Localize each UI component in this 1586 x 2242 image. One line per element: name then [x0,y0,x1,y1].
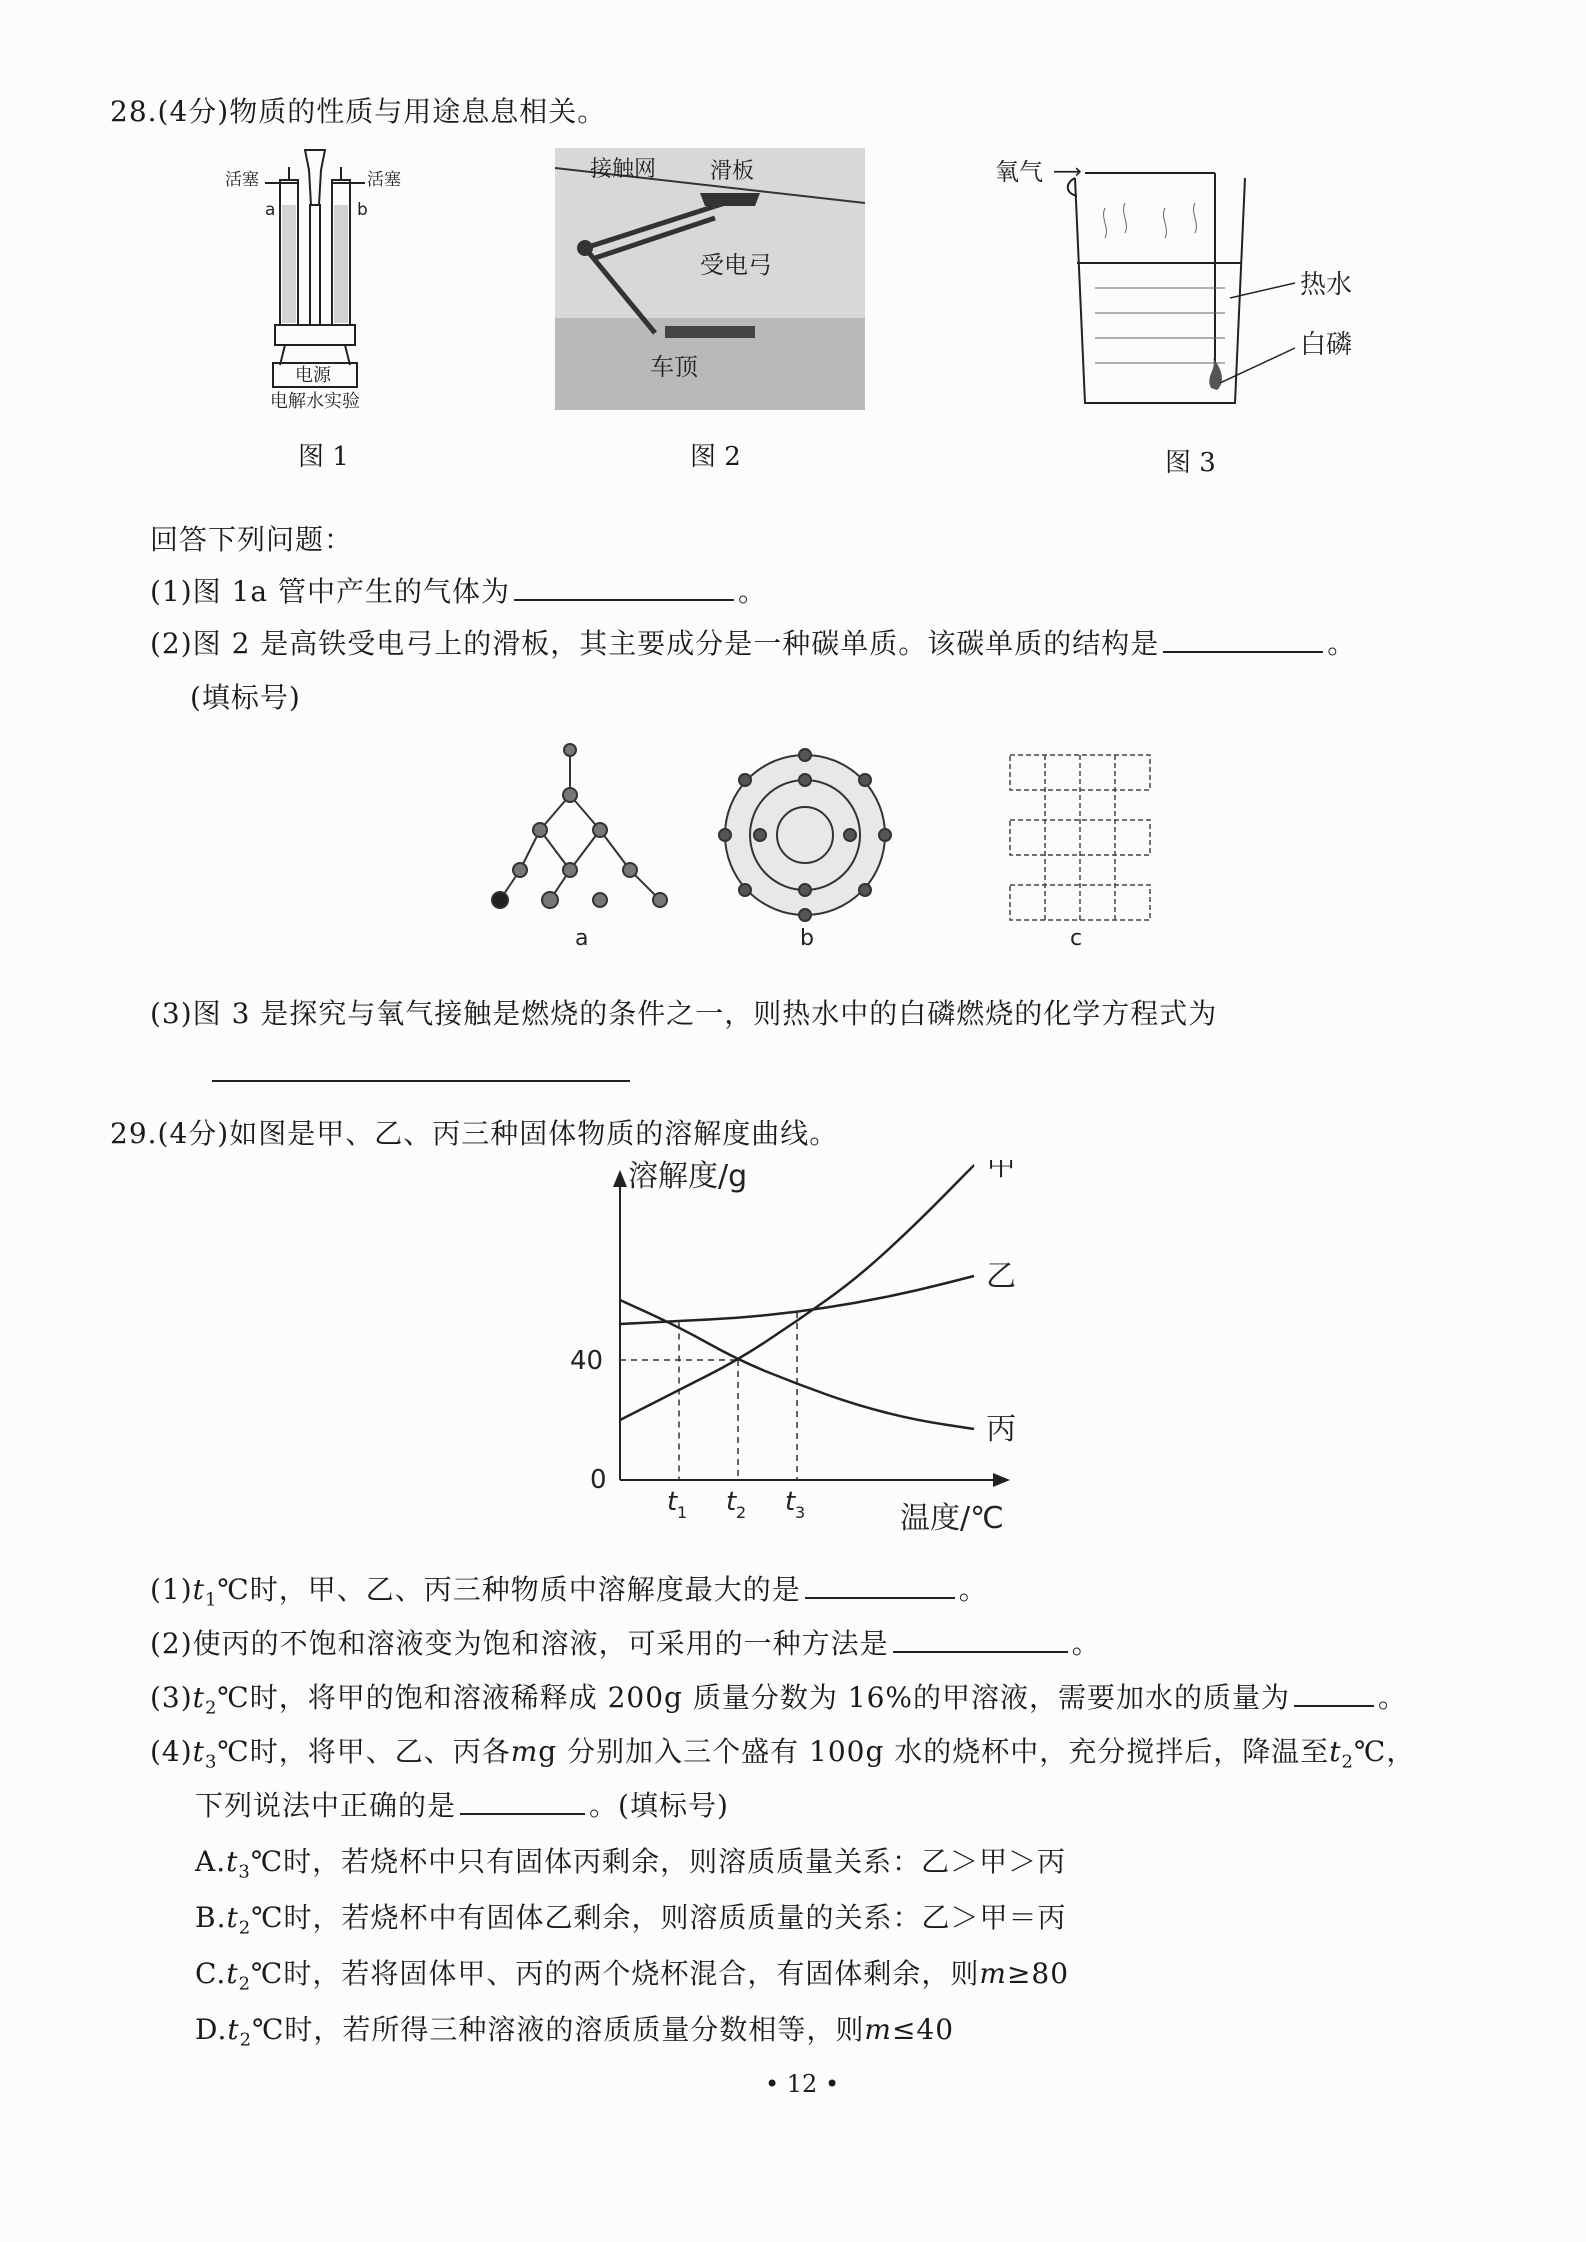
q29-sub2-blank[interactable] [893,1625,1068,1653]
structure-b-c60 [719,749,891,921]
q28-sub2-end: 。 [1327,627,1357,660]
x-axis-arrow [993,1473,1010,1487]
q29-sub4-prefix: (4) [150,1735,193,1768]
solubility-chart-svg [560,1160,1060,1540]
fig1-stopcock-right-label: 活塞 [367,170,401,190]
q29-sub4-line2 [195,1784,729,1824]
q29-header: 29.(4分)如图是甲、乙、丙三种固体物质的溶解度曲线。 [110,1117,839,1150]
solubility-chart [560,1160,1060,1540]
q28-sub3: (3)图 3 是探究与氧气接触是燃烧的条件之一，则热水中的白磷燃烧的化学方程式为 [150,997,1218,1030]
q29-sub1-end: 。 [958,1573,988,1606]
option-b-text: ℃时，若烧杯中有固体乙剩余，则溶质质量的关系：乙＞甲＝丙 [251,1901,1067,1934]
q29-sub4 [150,1730,1415,1773]
q29-sub1-t: t [192,1573,205,1606]
fig1-label-b: b [357,200,368,220]
q29-sub4-t2: t [1329,1735,1342,1768]
y-axis-label: 溶解度/g [628,1160,748,1194]
structure-c-graphite [1010,755,1150,920]
fig3-arrow: ⟶ [1053,159,1082,183]
q29-sub1-tsub: 1 [204,1589,218,1611]
x-tick-label-2: t [785,1487,796,1517]
structure-a-diamond [492,744,667,908]
q29-option-c[interactable] [195,1952,1069,1995]
q29-sub3-text: ℃时，将甲的饱和溶液稀释成 200g 质量分数为 16%的甲溶液，需要加水的质量为 [217,1681,1291,1714]
q28-sub1-end: 。 [737,575,767,608]
fig2-pantograph [555,148,865,410]
option-b-t: t [226,1901,239,1934]
structure-label-a: a [575,926,589,950]
x-tick-label-1: t [726,1487,737,1517]
q28-sub2 [150,622,1356,662]
series-label-1: 乙 [986,1259,1017,1294]
page-number: • 12 • [765,2070,840,2098]
fig3-caption: 图 3 [1165,448,1216,478]
q28-sub3-blank[interactable] [212,1080,630,1082]
option-c-m: m [979,1957,1007,1990]
q29-sub4-line2-text: 下列说法中正确的是 [195,1789,457,1822]
beaker-drawing [995,148,1395,418]
q29-sub4-tsub: 3 [204,1751,218,1773]
fig1-power-label: 电源 [295,365,331,386]
q29-sub2-end: 。 [1071,1627,1101,1660]
fig2-caption: 图 2 [690,442,741,472]
fig2-net-label: 接触网 [590,157,657,182]
q29-sub1-blank[interactable] [805,1571,955,1599]
q29-option-d[interactable] [195,2008,954,2051]
q28-sub1-text: (1)图 1a 管中产生的气体为 [150,575,510,608]
option-c-text2: ≥80 [1006,1957,1070,1990]
origin-label: 0 [590,1465,607,1495]
q29-sub2 [150,1622,1101,1662]
carbon-structures [470,740,1190,950]
series-label-0: 甲 [986,1160,1017,1183]
fig1-caption: 图 1 [298,442,349,472]
q28-sub2-text: (2)图 2 是高铁受电弓上的滑板，其主要成分是一种碳单质。该碳单质的结构是 [150,627,1160,660]
option-a-t: t [226,1845,239,1878]
q29-sub3-blank[interactable] [1294,1679,1374,1707]
q28-header: 28.(4分)物质的性质与用途息息相关。 [110,95,607,128]
fig1-label-a: a [265,200,276,220]
q29-sub3-tsub: 2 [204,1697,218,1719]
option-c-pre: C. [195,1957,227,1990]
structure-label-c: c [1070,926,1083,950]
option-b-tsub: 2 [238,1917,252,1939]
option-d-t: t [227,2013,240,2046]
q29-option-b[interactable] [195,1896,1067,1939]
y-axis-arrow [613,1170,627,1187]
q29-sub4-line2-end: 。(填标号) [589,1789,729,1822]
option-c-text: ℃时，若将固体甲、丙的两个烧杯混合，有固体剩余，则 [251,1957,980,1990]
carbon-structures-drawing [470,740,1190,950]
fig3-hot-water-label: 热水 [1300,270,1353,300]
fig1-stopcock-left-label: 活塞 [225,170,259,190]
q29-sub1-text: ℃时，甲、乙、丙三种物质中溶解度最大的是 [217,1573,801,1606]
q28-prompt: 回答下列问题： [150,523,354,556]
pantograph-photo [555,148,865,410]
q29-sub2-text: (2)使丙的不饱和溶液变为饱和溶液，可采用的一种方法是 [150,1627,889,1660]
option-d-m: m [864,2013,892,2046]
q29-sub1 [150,1568,988,1611]
structure-label-b: b [800,926,814,950]
option-b-pre: B. [195,1901,227,1934]
q29-sub4-t: t [192,1735,205,1768]
fig3-oxygen-label: 氧气 [995,158,1043,186]
q29-sub4-text-b: ℃时，将甲、乙、丙各 [217,1735,511,1768]
q29-sub3-prefix: (3) [150,1681,193,1714]
option-c-t: t [226,1957,239,1990]
q29-sub4-text-d: ℃， [1354,1735,1416,1768]
q28-sub1 [150,570,767,610]
fig1-electrolysis [225,145,405,410]
q28-sub2-note: (填标号) [190,681,301,714]
option-d-text2: ≤40 [891,2013,955,2046]
q29-option-a[interactable] [195,1840,1066,1883]
q29-sub1-prefix: (1) [150,1573,193,1606]
fig2-bow-label: 受电弓 [700,251,772,279]
option-d-pre: D. [195,2013,228,2046]
option-d-tsub: 2 [239,2029,253,2051]
fig2-roof-label: 车顶 [650,353,698,381]
fig2-plate-label: 滑板 [710,159,755,184]
option-c-tsub: 2 [238,1973,252,1995]
q28-sub2-blank[interactable] [1163,625,1323,653]
option-d-text: ℃时，若所得三种溶液的溶质质量分数相等，则 [252,2013,865,2046]
x-tick-sub-1: 2 [736,1503,747,1522]
q29-sub4-text-c: g 分别加入三个盛有 100g 水的烧杯中，充分搅拌后，降温至 [538,1735,1330,1768]
x-tick-sub-2: 3 [795,1503,806,1522]
q29-sub4-t2sub: 2 [1341,1751,1354,1773]
electrolysis-apparatus-drawing [225,145,405,410]
option-a-tsub: 3 [238,1861,251,1883]
q29-sub3-t: t [192,1681,205,1714]
x-axis-label: 温度/℃ [900,1501,1004,1536]
fig3-white-p-label: 白磷 [1300,330,1353,360]
series-label-2: 丙 [986,1412,1017,1447]
y-tick-label-0: 40 [570,1346,604,1376]
option-a-pre: A. [195,1845,227,1878]
fig1-apparatus-label: 电解水实验 [270,391,360,410]
option-a-text: ℃时，若烧杯中只有固体丙剩余，则溶质质量关系：乙＞甲＞丙 [250,1845,1067,1878]
x-tick-sub-0: 1 [677,1503,688,1522]
fig3-beaker [995,148,1395,418]
x-tick-label-0: t [667,1487,678,1517]
q28-sub1-blank[interactable] [514,573,734,601]
q29-sub3-end: 。 [1378,1681,1408,1714]
q29-sub4-m: m [510,1735,539,1768]
q29-sub4-blank[interactable] [460,1787,585,1815]
q29-sub3 [150,1676,1407,1719]
